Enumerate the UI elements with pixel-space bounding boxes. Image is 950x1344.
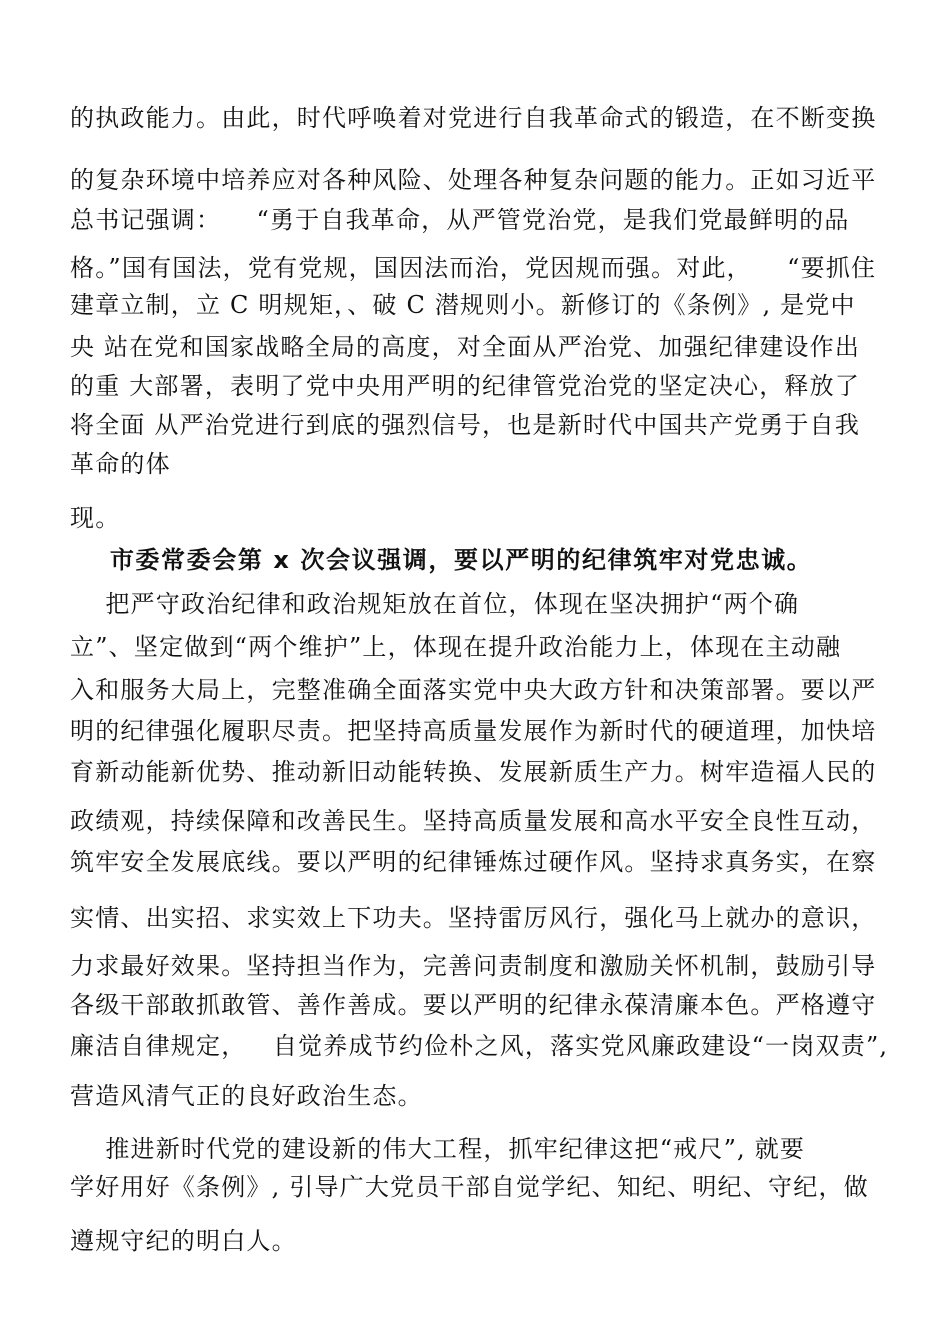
text-line: 明的纪律强化履职尽责。把坚持高质量发展作为新时代的硬道理，加快培 [70, 717, 877, 745]
text-line: 的执政能力。由此，时代呼唤着对党进行自我革命式的锻造，在不断变换 [70, 104, 877, 132]
text-line: 育新动能新优势、推动新旧动能转换、发展新质生产力。树牢造福人民的 [70, 758, 877, 786]
text-line: 央 站在党和国家战略全局的高度，对全面从严治党、加强纪律建设作出 [70, 333, 861, 361]
text-line: 格。”国有国法，党有党规，国因法而治，党因规而强。对此， “要抓住 [70, 254, 877, 282]
text-line: 各级干部敢抓敢管、善作善成。要以严明的纪律永葆清廉本色。严格遵守 [70, 991, 877, 1019]
text-line: 入和服务大局上，完整准确全面落实党中央大政方针和决策部署。要以严 [70, 676, 877, 704]
text-line: 遵规守纪的明白人。 [70, 1227, 297, 1255]
text-line: 把严守政治纪律和政治规矩放在首位，体现在坚决拥护“两个确 [70, 590, 800, 618]
text-line: 建章立制，立 C 明规矩，、破 C 潜规则小。新修订的《条例》, 是党中 [70, 291, 856, 319]
text-line: 总书记强调： “勇于自我革命，从严管党治党，是我们党最鲜明的品 [70, 206, 850, 234]
section-heading: 市委常委会第 x 次会议强调，要以严明的纪律筑牢对党忠诚。 [70, 546, 813, 574]
text-line: 革命的体 [70, 450, 171, 478]
text-line: 实情、出实招、求实效上下功夫。坚持雷厉风行，强化马上就办的意识， [70, 904, 877, 932]
text-line: 筑牢安全发展底线。要以严明的纪律锤炼过硬作风。坚持求真务实，在察 [70, 848, 877, 876]
text-line: 的复杂环境中培养应对各种风险、处理各种复杂问题的能力。正如习近平 [70, 166, 877, 194]
text-line: 营造风清气正的良好政治生态。 [70, 1082, 423, 1110]
text-line: 推进新时代党的建设新的伟大工程，抓牢纪律这把“戒尺”, 就要 [70, 1135, 806, 1163]
text-line: 廉洁自律规定， 自觉养成节约俭朴之风，落实党风廉政建设“一岗双责”, [70, 1032, 889, 1060]
text-line: 现。 [70, 504, 121, 532]
text-line: 将全面 从严治党进行到底的强烈信号，也是新时代中国共产党勇于自我 [70, 411, 861, 439]
text-line: 政绩观，持续保障和改善民生。坚持高质量发展和高水平安全良性互动， [70, 807, 877, 835]
text-line: 立”、坚定做到“两个维护”上，体现在提升政治能力上，体现在主动融 [70, 633, 842, 661]
text-line: 的重 大部署，表明了党中央用严明的纪律管党治党的坚定决心，释放了 [70, 372, 861, 400]
text-line: 学好用好《条例》, 引导广大党员干部自觉学纪、知纪、明纪、守纪，做 [70, 1173, 869, 1201]
text-line: 力求最好效果。坚持担当作为，完善问责制度和激励关怀机制，鼓励引导 [70, 952, 877, 980]
